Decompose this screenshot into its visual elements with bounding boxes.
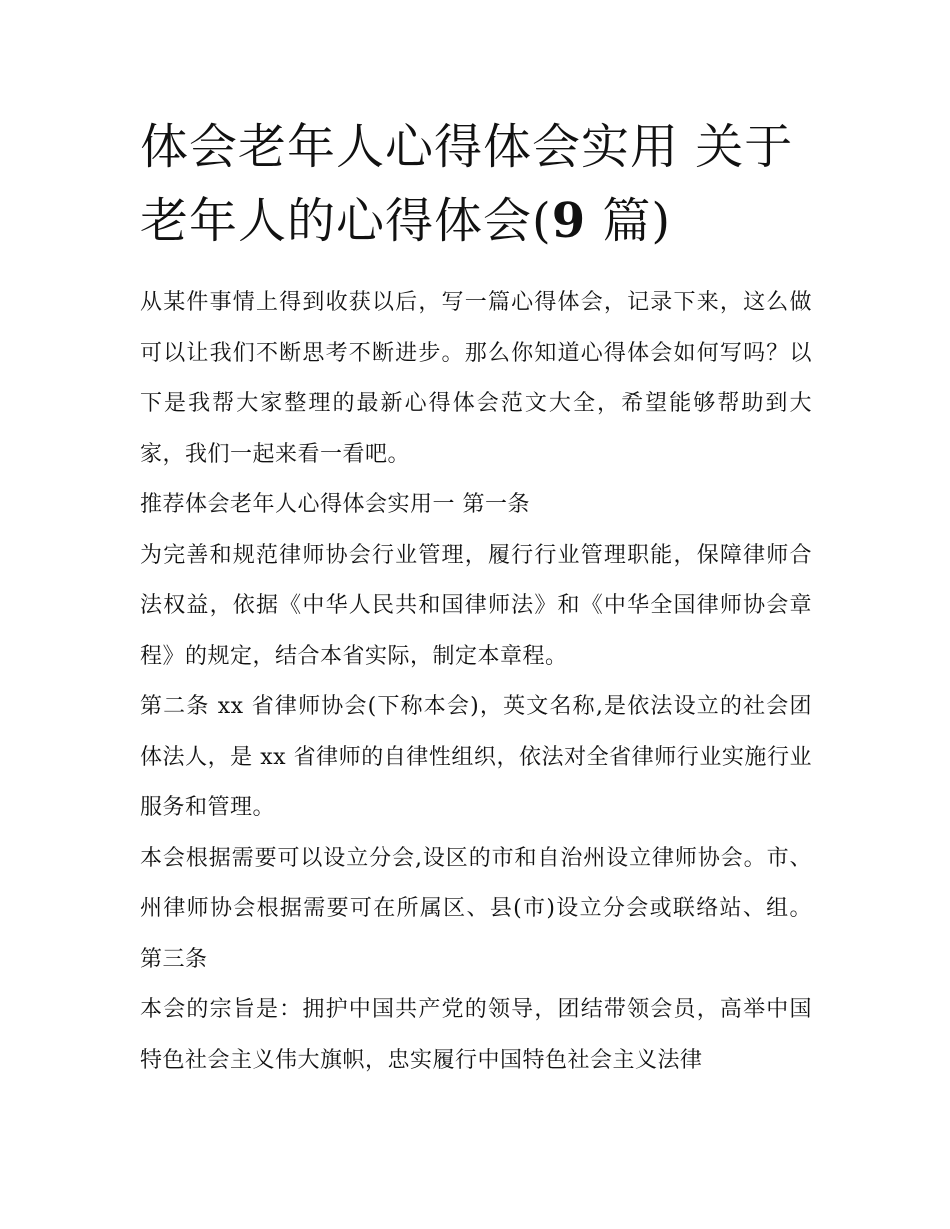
- paragraph-article-2: 第二条 xx 省律师协会(下称本会)，英文名称,是依法设立的社会团体法人，是 xx 省律师的自律性组织，依法对全省律师行业实施行业服务和管理。: [140, 694, 812, 820]
- document-page: [140, 110, 812, 1086]
- document-title: [140, 110, 812, 258]
- paragraph-article-1: 为完善和规范律师协会行业管理，履行行业管理职能，保障律师合法权益，依据《中华人民共和国律师法》和《中华全国律师协会章程》的规定，结合本省实际，制定本章程。: [140, 542, 812, 669]
- title-line-2-part-b: 篇): [586, 193, 672, 249]
- paragraph-branches: 本会根据需要可以设立分会,设区的市和自治州设立律师协会。市、州律师协会根据需要可在所属区、县(市)设立分会或联络站、组。 第三条: [140, 845, 812, 972]
- title-line-2-number: 9: [551, 193, 587, 249]
- paragraph-intro: 从某件事情上得到收获以后，写一篇心得体会，记录下来，这么做可以让我们不断思考不断进步。那么你知道心得体会如何写吗？以下是我帮大家整理的最新心得体会范文大全，希望能够帮助到大家，我们一起来看一看吧。: [140, 290, 812, 467]
- paragraph-article-3: 本会的宗旨是：拥护中国共产党的领导，团结带领会员，高举中国特色社会主义伟大旗帜，忠实履行中国特色社会主义法律: [140, 997, 812, 1073]
- paragraph-heading-article-1: 推荐体会老年人心得体会实用一 第一条: [140, 492, 530, 517]
- title-line-1: 体会老年人心得体会实用 关于: [140, 119, 794, 175]
- title-line-2-part-a: 老年人的心得体会(: [140, 193, 552, 249]
